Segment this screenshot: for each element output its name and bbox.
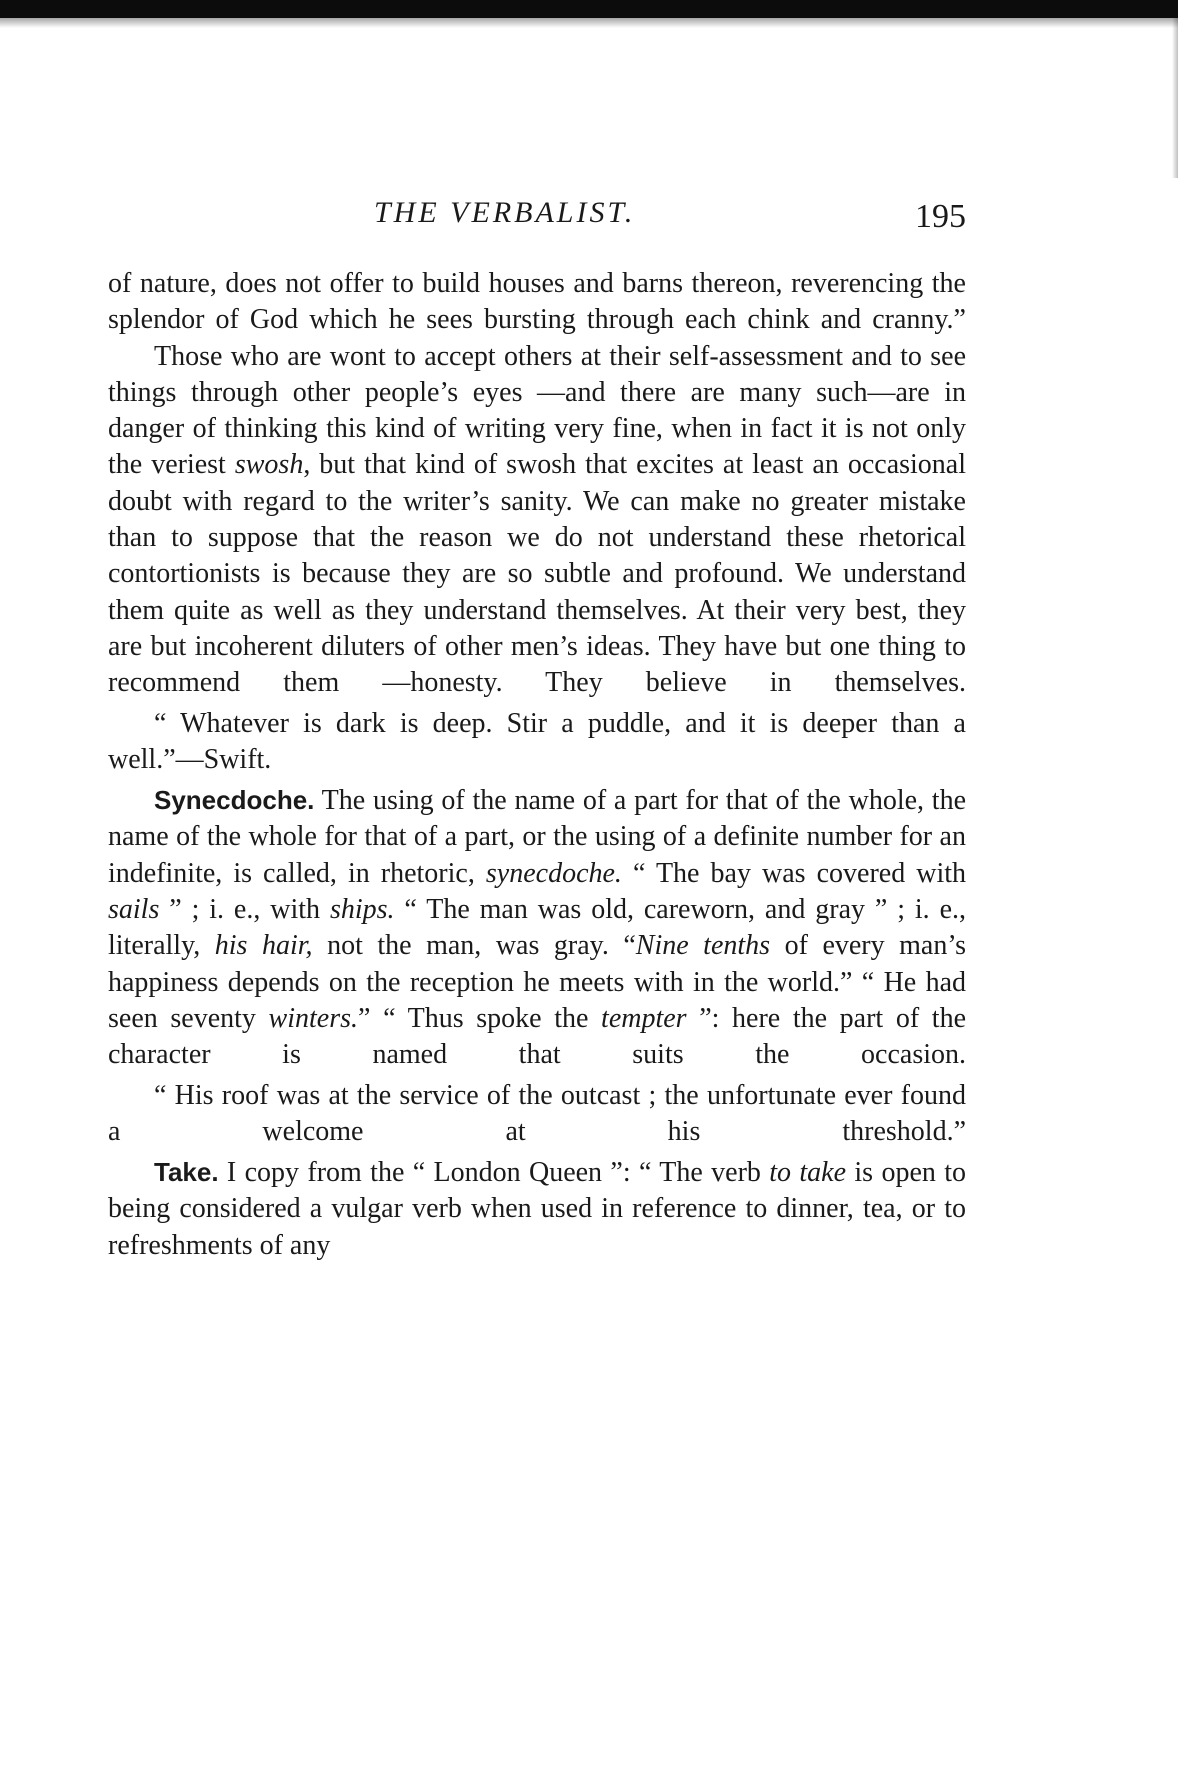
text-run: not the man, was gray. “	[312, 930, 636, 962]
text-run: is open to being considered a vulgar verb when used in reference to dinner, tea, or to refreshments of any	[108, 1157, 967, 1261]
entry-take	[108, 1154, 966, 1264]
text-run: ” ; i. e., with	[159, 894, 330, 926]
paragraph-text: of nature, does not offer to build houses and barns thereon, reverencing the splendor of God which he sees bursting through each chink and cranny.”	[108, 268, 966, 336]
entry-keyword: Take.	[154, 1157, 219, 1188]
page-right-edge	[1172, 18, 1178, 178]
text-run: , but that kind of swosh that excites at least an occasional doubt with regard to the writer’s sanity. We can make no greater mistake than to suppose that the reason we do not understand these rhetorical contortionists is because they are so subtle and profound. We understand them quite as well as they understand themselves. At their very best, they are but incoherent diluters of other men’s ideas. They have but one thing to recommend them —honesty. They believe in themselves.	[108, 449, 967, 699]
page-header	[108, 196, 966, 246]
text-run: of every man’s happiness depends on the reception he meets with in the world.” “ He had seen seventy	[108, 930, 967, 1034]
page-body	[108, 266, 966, 1264]
italic-term: winters.	[268, 1002, 359, 1034]
text-run: “ The bay was covered with	[621, 857, 967, 889]
italic-term: ships.	[329, 894, 395, 926]
italic-term: to take	[769, 1157, 847, 1189]
paragraph-swosh	[108, 339, 966, 702]
quotation-swift	[108, 706, 966, 779]
paragraph-text: “ Whatever is dark is deep. Stir a puddle, and it is deeper than a well.”—Swift.	[108, 707, 966, 775]
italic-term: swosh	[234, 449, 304, 481]
page-top-edge	[0, 0, 1178, 18]
entry-keyword: Synecdoche.	[154, 785, 315, 816]
quotation-outcast	[108, 1078, 966, 1151]
paragraph-continuation	[108, 266, 966, 339]
italic-term: his hair,	[214, 930, 313, 962]
entry-synecdoche	[108, 782, 966, 1073]
page-number: 195	[915, 198, 966, 235]
text-run: ” “ Thus spoke the	[358, 1002, 602, 1034]
italic-term: sails	[108, 894, 160, 926]
text-run: ”: here the part of the character is named that suits the occasion.	[108, 1002, 966, 1071]
italic-term: synecdoche.	[485, 857, 622, 889]
italic-term: tempter	[601, 1002, 687, 1034]
text-run: Those who are wont to accept others at their self-assessment and to see things through other people’s eyes —and there are many such—are in danger of thinking this kind of writing very fine, when in fact it is not only the veriest	[108, 340, 966, 481]
text-run: I copy from the “ London Queen ”: “ The verb	[218, 1157, 770, 1189]
running-head: THE VERBALIST.	[374, 196, 636, 229]
text-run: The using of the name of a part for that of the whole, the name of the whole for that of a part, or the using of a definite number for an indefinite, is called, in rhetoric,	[108, 785, 966, 889]
paragraph-text: “ His roof was at the service of the outcast ; the unfortunate ever found a welcome at his threshold.”	[108, 1079, 966, 1147]
text-run: “ The man was old, careworn, and gray ” ; i. e., literally,	[108, 894, 966, 962]
italic-term: Nine tenths	[635, 930, 771, 962]
